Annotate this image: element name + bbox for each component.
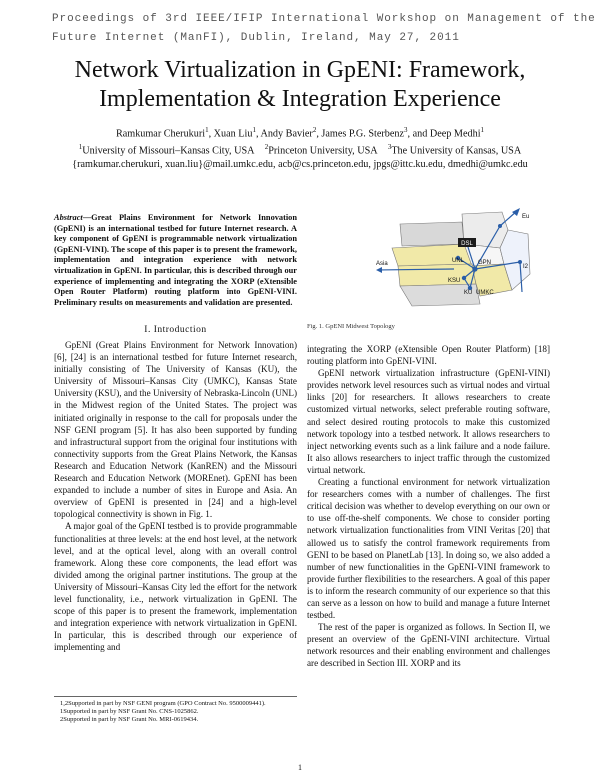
page-number: 1 xyxy=(298,763,302,772)
author-4: , James P.G. Sterbenz xyxy=(316,128,405,140)
author-emails: {ramkumar.cherukuri, xuan.liu}@mail.umkc.edu, acb@cs.princeton.edu, jpgs@ittc.ku.edu, dmedhi@umkc.edu xyxy=(72,158,528,170)
author-3: , Andy Bavier xyxy=(255,128,313,140)
label-asia: Asia xyxy=(376,261,388,267)
state-south-dakota xyxy=(400,222,464,246)
aff-2-mark: 2 xyxy=(264,142,269,151)
author-5-mark: 1 xyxy=(480,126,485,134)
intro-paragraph-2: A major goal of the GpENI testbed is to provide programmable functionalities at three levels: at the end host level, at the network level, and at the optical level, along with an overall control framework. Along these core components, the lead effort was divided among the original partner institutions. The group at the University of Missouri–Kansas City led the effort for the network level functionality, i.e., network virtualization in GpENI. The scope of this paper is to present the framework, implementation and integration experience with network virtualization in GpENI. In particular, this is described through our experience of implementing and xyxy=(54,521,297,653)
right-column xyxy=(307,343,550,670)
gpeni-topology-map xyxy=(372,204,542,314)
header-line-2: Future Internet (ManFI), Dublin, Ireland, May 27, 2011 xyxy=(52,32,460,44)
footnote-3: 2Supported in part by NSF Grant No. MRI-0619434. xyxy=(60,716,199,723)
proceedings-header xyxy=(52,10,596,48)
author-5: , and Deep Medhi xyxy=(407,128,481,140)
label-ku: KU xyxy=(464,290,473,296)
author-names xyxy=(0,124,600,141)
footnote-1: 1,2Supported in part by NSF GENI program (GPO Contract No. 9500009441). xyxy=(60,700,266,707)
author-3-mark: 2 xyxy=(312,126,317,134)
author-2: , Xuan Liu xyxy=(208,128,253,140)
affiliation-3: The University of Kansas, USA xyxy=(391,145,522,157)
label-eu: Eu xyxy=(522,214,530,220)
label-dsl: DSL xyxy=(461,241,473,247)
abstract-label: Abstract xyxy=(54,213,83,222)
right-paragraph-2: Creating a functional environment for network virtualization for researchers comes with a number of challenges. The first critical decision was whether to develop everything on our own or to use off-the-shelf components. We chose to consider porting network virtualization functionalities from VINI Veritas [20] that allowed us to satisfy the control framework requirements from GENI to be based on PlanetLab [13]. In doing so, we also added a number of new functionalities in the GpENI-VINI framework to provide further flexibilities to the researchers. A goal of this paper is to inform the research community of our experience so that this can serve as a lesson on how to build and manage a future Internet testbed. xyxy=(307,477,550,621)
right-paragraph-0: integrating the XORP (eXtensible Open Router Platform) [18] routing platform into GpENI-VINI. xyxy=(307,344,550,367)
abstract-text: —Great Plains Environment for Network Innovation (GpENI) is an international testbed for future Internet research. A key component of GpENI is programmable network virtualization (GpENI-VINI). The scope of this paper is to present the framework, implementation and integration experience with network virtualization in GpENI. In particular, this is described through our experience of implementing and integrating the XORP (eXtensible Open Router Platform) routing platform into GpENI-VINI. Preliminary results on measurements and validation are presented. xyxy=(54,213,297,307)
author-1: Ramkumar Cherukuri xyxy=(115,128,206,140)
intro-paragraph-1: GpENI (Great Plains Environment for Network Innovation) [6], [24] is an international testbed for future Internet research, initially consisting of The University of Kansas (KU), the University of Missouri–Kansas City (UMKC), Kansas State University (KSU), and the University of Nebraska-Lincoln (UNL) in the Midwest region of the United States. The project was initiated originally in response to the call for proposals under the NSF GENI program [5]. It has also been supported by funding and infrastructural support from the original four institutions with connectivity supports from the Great Plains Network, the Kansas Research and Education Network (KanREN) and the Missouri Research and Education Network (MOREnet). GpENI has been expanded to include a number of sites in Europe and Asia. An overview of GpENI is presented in [24] and a high-level topological connectivity is shown in Fig. 1. xyxy=(54,340,297,520)
label-unl: UNL xyxy=(452,258,465,264)
left-column xyxy=(54,339,297,653)
paper-title xyxy=(0,56,600,114)
state-kansas xyxy=(398,264,476,286)
author-1-mark: 1 xyxy=(205,126,209,134)
label-ksu: KSU xyxy=(448,278,461,284)
author-block xyxy=(0,124,600,171)
footnotes xyxy=(54,696,297,724)
author-4-mark: 3 xyxy=(404,126,408,134)
label-i2: I2 xyxy=(523,264,529,270)
right-paragraph-3: The rest of the paper is organized as follows. In Section II, we present an overview of the GpENI-VINI architecture. Virtual network resources and their enabling environment and challenges are described in Section III. XORP and its xyxy=(307,622,550,669)
affiliation-2: Princeton University, USA xyxy=(268,145,378,157)
header-line-1: Proceedings of 3rd IEEE/IFIP International Workshop on Management of the xyxy=(52,13,596,25)
right-paragraph-1: GpENI network virtualization infrastructure (GpENI-VINI) provides network level resources such as virtual nodes and virtual links [20] for researchers. It allows researchers to create customized virtual networks, select preferable routing software, and select desired routing protocols to make this customized network topology into a testbed network. It allows researchers to inject networking events such as a link failure and a node failure. It also allows researchers to inject traffic through the customized virtual network. xyxy=(307,368,550,475)
aff-3-mark: 3 xyxy=(387,142,392,151)
label-umkc: UMKC xyxy=(476,290,494,296)
label-gpn: GPN xyxy=(478,260,492,266)
figure-caption: Fig. 1. GpENI Midwest Topology xyxy=(307,323,395,330)
footnote-2: 1Supported in part by NSF Grant No. CNS-1025862. xyxy=(60,708,199,715)
affiliations xyxy=(0,141,600,158)
aff-1-mark: 1 xyxy=(78,142,83,151)
title-line-2: Implementation & Integration Experience xyxy=(99,86,501,112)
section-heading-introduction: I. Introduction xyxy=(144,325,207,335)
author-2-mark: 1 xyxy=(252,126,256,134)
abstract xyxy=(54,213,297,308)
affiliation-1: University of Missouri–Kansas City, USA xyxy=(82,145,255,157)
title-line-1: Network Virtualization in GpENI: Framework, xyxy=(74,57,526,83)
